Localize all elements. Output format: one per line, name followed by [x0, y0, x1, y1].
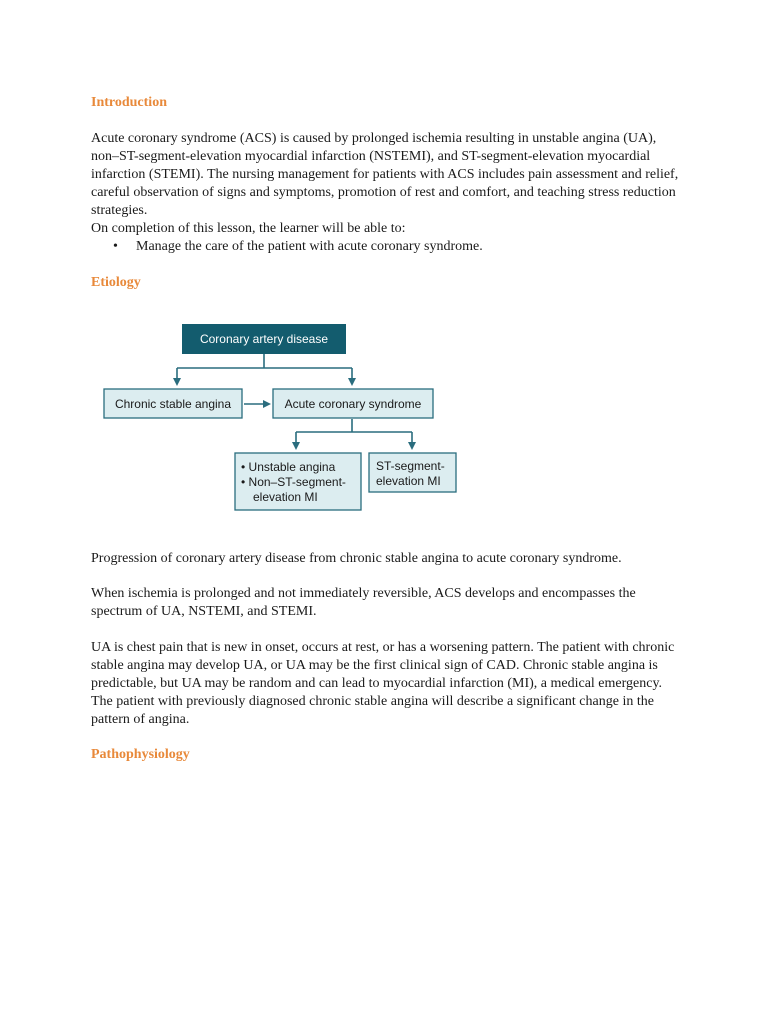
stemi-line-2: elevation MI	[376, 474, 441, 488]
objective-lead: On completion of this lesson, the learner will be able to:	[91, 221, 406, 236]
acs-label: Acute coronary syndrome	[284, 397, 422, 411]
coronary-artery-disease-box	[182, 324, 346, 354]
stemi-box	[369, 453, 456, 492]
chronic-stable-angina-box	[104, 389, 242, 418]
ischemia-paragraph: When ischemia is prolonged and not immediately reversible, ACS develops and encompasses the spectrum of UA, NSTEMI, and STEMI.	[91, 586, 636, 619]
ua-line: • Unstable angina	[241, 460, 336, 474]
etiology-flow-diagram	[98, 316, 468, 516]
nstemi-line-2: elevation MI	[253, 490, 318, 504]
objective-text: Manage the care of the patient with acute coronary syndrome.	[136, 239, 483, 254]
bullet-icon: •	[113, 239, 118, 254]
chronic-label: Chronic stable angina	[114, 397, 232, 411]
diagram-caption: Progression of coronary artery disease from chronic stable angina to acute coronary syndrome.	[91, 551, 622, 566]
root-label: Coronary artery disease	[199, 332, 329, 346]
ua-nstemi-box	[235, 453, 361, 510]
nstemi-line-1: • Non–ST-segment-	[241, 475, 346, 489]
list-item	[91, 238, 483, 256]
introduction-heading: Introduction	[91, 95, 167, 110]
acute-coronary-syndrome-box	[273, 389, 433, 418]
stemi-line-1: ST-segment-	[376, 459, 445, 473]
unstable-angina-paragraph: UA is chest pain that is new in onset, occurs at rest, or has a worsening pattern. The patient with chronic stable angina may develop UA, or UA may be the first clinical sign of CAD. Chronic stable angina is predictable, but UA may be random and can lead to myocardial infarction (MI), a medical emergency. The patient with previously diagnosed chronic stable angina will describe a significant change in the pattern of angina.	[91, 640, 675, 727]
pathophysiology-heading: Pathophysiology	[91, 747, 190, 762]
etiology-heading: Etiology	[91, 275, 141, 290]
objectives-list	[91, 238, 483, 256]
introduction-paragraph: Acute coronary syndrome (ACS) is caused by prolonged ischemia resulting in unstable angina (UA), non–ST-segment-elevation myocardial infarction (NSTEMI), and ST-segment-elevation myocardial infarction (STEMI). The nursing management for patients with ACS includes pain assessment and relief, careful observation of signs and symptoms, promotion of rest and comfort, and teaching stress reduction strategies.	[91, 131, 679, 218]
